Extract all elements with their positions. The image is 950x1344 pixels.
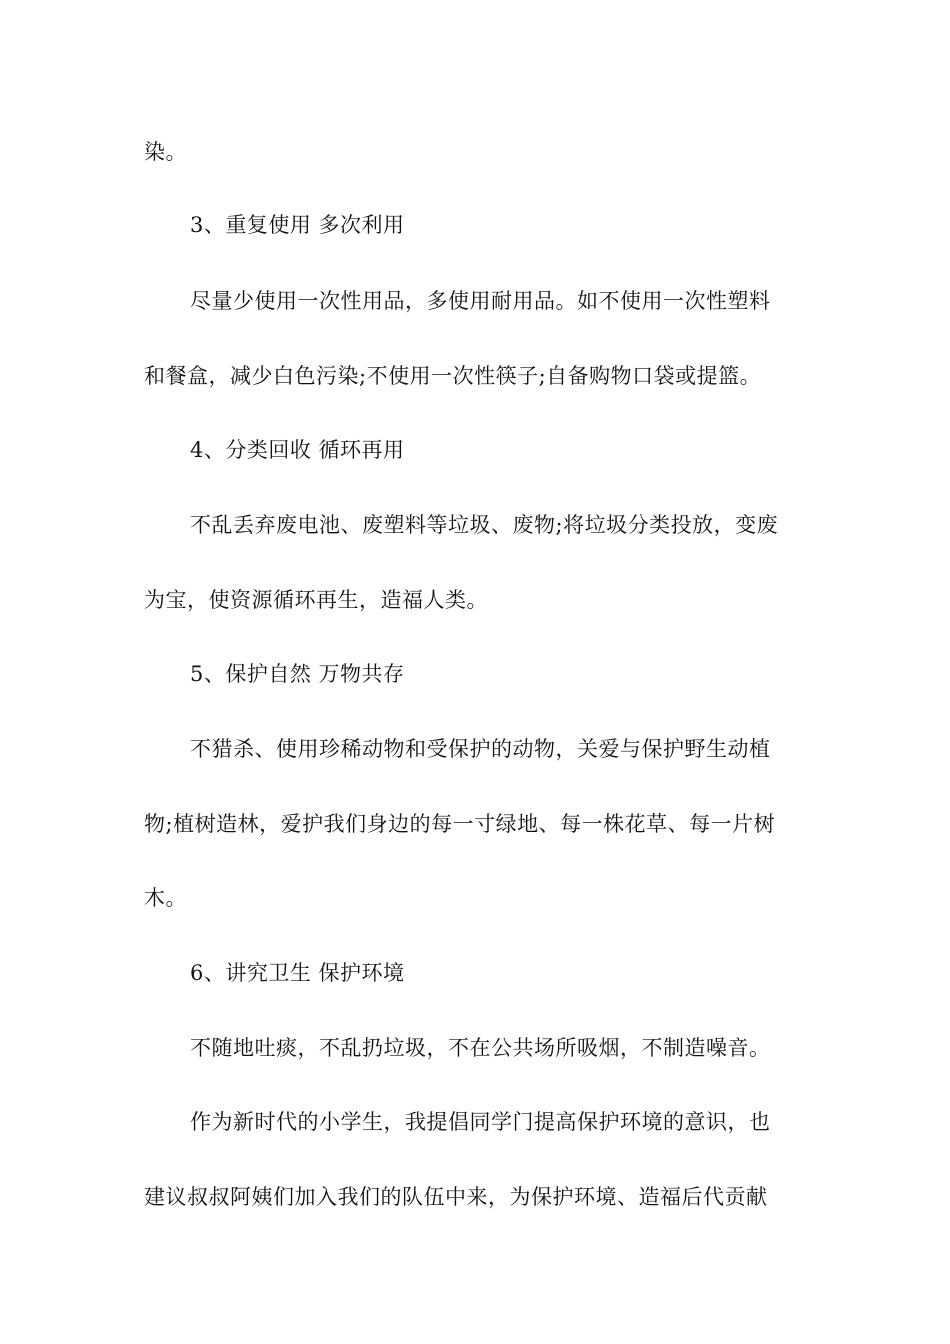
paragraph-line: 建议叔叔阿姨们加入我们的队伍中来，为保护环境、造福后代贡献 — [144, 1185, 768, 1209]
paragraph-line: 木。 — [144, 886, 187, 910]
paragraph-line: 物;植树造林，爱护我们身边的每一寸绿地、每一株花草、每一片树 — [144, 812, 776, 836]
paragraph-line: 不乱丢弃废电池、废塑料等垃圾、废物;将垃圾分类投放，变废 — [190, 513, 779, 537]
text-line-continuation: 染。 — [144, 140, 187, 164]
paragraph-line: 和餐盒，减少白色污染;不使用一次性筷子;自备购物口袋或提篮。 — [144, 364, 762, 388]
paragraph-line: 不猎杀、使用珍稀动物和受保护的动物，关爱与保护野生动植 — [190, 737, 771, 761]
section-heading-4: 4、分类回收 循环再用 — [190, 438, 405, 462]
paragraph-line: 尽量少使用一次性用品，多使用耐用品。如不使用一次性塑料 — [190, 289, 771, 313]
section-heading-5: 5、保护自然 万物共存 — [190, 662, 405, 686]
paragraph-line: 不随地吐痰，不乱扔垃圾，不在公共场所吸烟，不制造噪音。 — [190, 1036, 771, 1060]
paragraph-line: 为宝，使资源循环再生，造福人类。 — [144, 588, 488, 612]
paragraph-line: 作为新时代的小学生，我提倡同学门提高保护环境的意识，也 — [190, 1110, 771, 1134]
section-heading-6: 6、讲究卫生 保护环境 — [190, 961, 405, 985]
section-heading-3: 3、重复使用 多次利用 — [190, 213, 405, 237]
